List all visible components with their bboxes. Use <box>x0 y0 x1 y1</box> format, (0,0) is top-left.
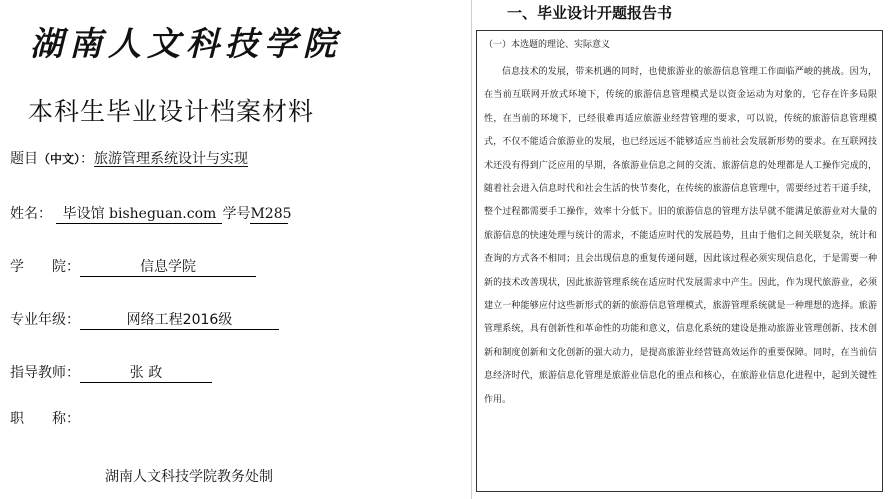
issuing-office: 湖南人文科技学院教务处制 <box>105 469 273 485</box>
university-name: 湖南人文科技学院 <box>30 24 342 63</box>
report-section-title: 一、毕业设计开题报告书 <box>507 4 673 22</box>
report-subheading: （一）本选题的理论、实际意义 <box>484 40 611 50</box>
major-field <box>10 309 279 330</box>
student-id-value: M285 <box>250 206 292 222</box>
advisor-value: 张 政 <box>80 365 212 383</box>
advisor-label: 指导教师： <box>10 365 80 381</box>
topic-field <box>10 148 248 168</box>
name-field <box>10 203 292 224</box>
advisor-field <box>10 362 212 383</box>
major-label: 专业年级： <box>10 312 80 328</box>
college-label: 学 院： <box>10 259 80 275</box>
page-divider <box>471 0 472 499</box>
topic-lang-label: （中文） <box>38 152 81 166</box>
title-label: 职 称： <box>10 411 80 427</box>
topic-colon: ： <box>80 151 95 167</box>
college-value: 信息学院 <box>80 259 256 277</box>
major-value: 网络工程2016级 <box>80 312 279 330</box>
archive-title: 本科生毕业设计档案材料 <box>28 97 315 126</box>
topic-label: 题目 <box>10 151 38 167</box>
report-body-text: 信息技术的发展，带来机遇的同时，也使旅游业的旅游信息管理工作面临严峻的挑战。因为，在当前互联网开放式环境下，传统的旅游信息管理模式是以资金运动为对象的，它存在许多局限性，在当前的环境下，已经很难再适应旅游业经营管理的要求，可以说，传统的旅游信息管理模式，不仅不能适合旅游业的发展，也已经远远不能够适应当前社会发展新形势的要求。在互联网技术还没有得到广泛应用的早期，各旅游业信息之间的交流、旅游信息的处理都是人工操作完成的，随着社会进入信息时代和社会生活的快节奏化，在传统的旅游信息管理中，需要经过若干道手续，整个过程都需要手工操作，效率十分低下。旧的旅游信息的管理方法早就不能满足旅游业对大量的旅游信息的快速处理与统计的需求，不能适应时代的发展趋势，且由于他们之间关联复杂，统计和查询的方式各不相同；且会出现信息的重复传递问题，因此该过程必须实现信息化，于是需要一种新的技术改善现状，因此旅游管理系统在适应时代发展需求中产生。因此，作为现代旅游业，必须建立一种能够应付这些新形式的新的旅游信息管理模式，旅游管理系统就是一种理想的选择。旅游管理系统，具有创新性和革命性的功能和意义，信息化系统的建设是推动旅游业管理创新、技术创新和制度创新和文化创新的强大动力，是提高旅游业经营链高效运作的重要保障。同时，在当前信息经济时代，旅游信息化管理是旅游业信息化的重点和核心，在旅游业信息化进程中，起到关键性作用。 <box>484 67 877 405</box>
college-field <box>10 256 256 277</box>
title-field <box>10 408 80 428</box>
topic-value: 旅游管理系统设计与实现 <box>94 151 249 167</box>
name-label: 姓名： <box>10 206 52 222</box>
proposal-report-page <box>473 0 888 499</box>
student-id-label: 学号 <box>222 206 251 222</box>
name-value: 毕设馆 bisheguan.com <box>56 206 222 224</box>
report-box <box>476 30 883 492</box>
